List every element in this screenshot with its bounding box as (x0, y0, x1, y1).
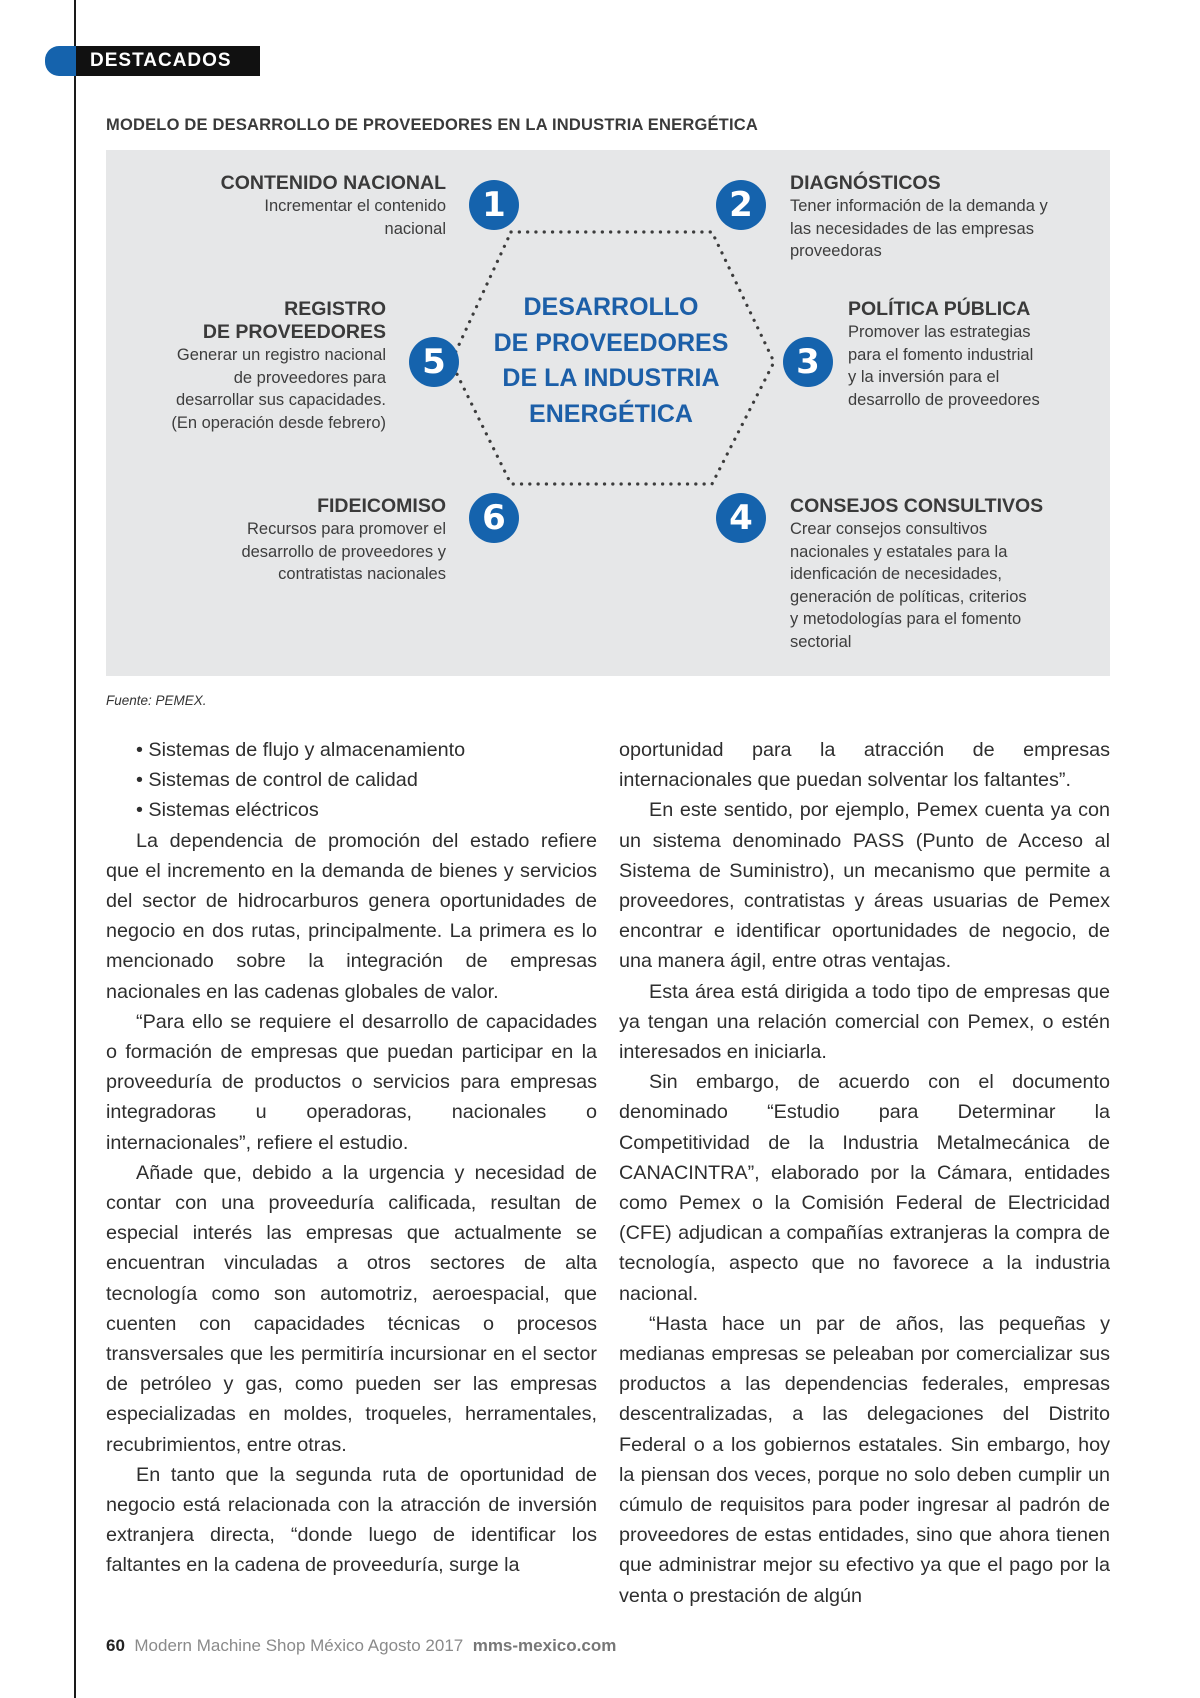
section-tag-accent (45, 46, 79, 76)
paragraph: “Hasta hace un par de años, las pequeñas y medianas empresas se peleaban por comercializar sus productos a las dependencias federales, empresas descentralizadas, a las delegaciones del Distrito Federal o a los gobiernos estatales. Sin embargo, hoy la piensan dos veces, porque no solo deben cumplir un cúmulo de requisitos para poder ingresar al padrón de proveedores de estas entidades, sino que ahora tienen que administrar mejor su efectivo ya que el pago por la venta o prestación de algún (619, 1312, 1110, 1607)
paragraph: Añade que, debido a la urgencia y necesidad de contar con una proveeduría calificada, resultan de especial interés las empresas que actualmente se encuentran vinculadas a otros sectores de alta tecnología como son automotriz, aeroespacial, que cuenten con capacidades técnicas o procesos transversales que les permitiría incursionar en el sector de petróleo y gas, como pueden ser las empresas especializadas en moldes, troqueles, herramentales, recubrimientos, entre otras. (106, 1161, 597, 1456)
bullet-item: • Sistemas de control de calidad (136, 769, 418, 792)
node-body: Promover las estrategias para el fomento industrial y la inversión para el desarrollo de proveedores (848, 323, 1040, 409)
node-body: Recursos para promover el desarrollo de proveedores y contratistas nacionales (241, 520, 446, 583)
diagram-center-title (461, 290, 761, 432)
node-registro-de-proveedores (116, 298, 386, 434)
page-margin-rule (74, 0, 76, 1698)
step-5-badge: 5 (409, 337, 459, 387)
section-tag: DESTACADOS (76, 46, 260, 76)
step-4-badge: 4 (716, 493, 766, 543)
paragraph: Sin embargo, de acuerdo con el documento denominado “Estudio para Determinar la Competitividad de la Industria Metalmecánica de CANACINTRA”, elaborado por la Cámara, entidades como Pemex o la Comisión Federal de Electricidad (CFE) adjudican a compañías extranjeras la compra de tecnología, aspecto que no favorece a la industria nacional. (619, 1071, 1110, 1305)
node-title: CONSEJOS CONSULTIVOS (790, 495, 1044, 517)
article-right-column (619, 735, 1110, 1611)
step-1-badge: 1 (469, 180, 519, 230)
node-title: DIAGNÓSTICOS (790, 172, 941, 194)
node-body: Incrementar el contenido nacional (264, 197, 446, 238)
bullet-item: • Sistemas de flujo y almacenamiento (136, 739, 466, 761)
paragraph: La dependencia de promoción del estado refiere que el incremento en la demanda de bienes y servicios del sector de hidrocarburos genera oportunidades de negocio en dos rutas, principalmente. La primera es lo mencionado sobre la integración de empresas nacionales en las cadenas globales de valor. (106, 829, 597, 1003)
node-title: REGISTRO DE PROVEEDORES (202, 298, 386, 343)
figure-source: Fuente: PEMEX. (106, 693, 207, 708)
node-title: CONTENIDO NACIONAL (220, 172, 446, 194)
center-line: DE PROVEEDORES (493, 328, 729, 357)
node-contenido-nacional (146, 172, 446, 240)
node-consejos-consultivos (790, 495, 1100, 653)
node-politica-publica (848, 298, 1100, 411)
center-line: ENERGÉTICA (529, 399, 693, 428)
website-url: mms-mexico.com (472, 1636, 617, 1655)
step-2-badge: 2 (716, 180, 766, 230)
center-line: DE LA INDUSTRIA (502, 364, 720, 392)
node-body: Crear consejos consultivos nacionales y estatales para la idenficación de necesidades, generación de políticas, criterios y metodologías para el fomento sectorial (790, 520, 1027, 651)
step-6-badge: 6 (469, 493, 519, 543)
diagram-panel (106, 150, 1110, 676)
node-diagnosticos (790, 172, 1100, 263)
paragraph: “Para ello se requiere el desarrollo de capacidades o formación de empresas que puedan participar en la proveeduría de productos o servicios para empresas integradoras u operadoras, nacionales o internacionales”, refiere el estudio. (106, 1010, 597, 1154)
step-3-badge: 3 (783, 337, 833, 387)
page-number: 60 (106, 1636, 125, 1655)
page-footer (106, 1636, 616, 1656)
figure-title: MODELO DE DESARROLLO DE PROVEEDORES EN LA INDUSTRIA ENERGÉTICA (106, 116, 758, 134)
paragraph: En tanto que la segunda ruta de oportunidad de negocio está relacionada con la atracción de inversión extranjera directa, “donde luego de identificar los faltantes en la cadena de proveeduría, surge la (106, 1463, 597, 1577)
node-body: Tener información de la demanda y las necesidades de las empresas proveedoras (790, 197, 1048, 260)
paragraph: En este sentido, por ejemplo, Pemex cuenta ya con un sistema denominado PASS (Punto de Acceso al Sistema de Suministro), un mecanismo que permite a proveedores, contratistas y áreas usuarias de Pemex encontrar e identificar oportunidades de negocio, de una manera ágil, entre otras ventajas. (619, 799, 1110, 973)
paragraph: Esta área está dirigida a todo tipo de empresas que ya tengan una relación comercial con Pemex, o estén interesados en iniciarla. (619, 980, 1110, 1064)
bullet-item: • Sistemas eléctricos (136, 799, 319, 822)
center-line: DESARROLLO (523, 293, 699, 321)
article-left-column (106, 735, 597, 1581)
publication-name: Modern Machine Shop México Agosto 2017 (134, 1636, 464, 1655)
node-title: FIDEICOMISO (317, 495, 446, 517)
node-fideicomiso (146, 495, 446, 586)
node-title: POLÍTICA PÚBLICA (848, 298, 1031, 320)
paragraph-continuation: oportunidad para la atracción de empresas internacionales que puedan solventar los faltantes”. (619, 739, 1110, 792)
node-body: Generar un registro nacional de proveedores para desarrollar sus capacidades. (En operación desde febrero) (171, 346, 386, 432)
